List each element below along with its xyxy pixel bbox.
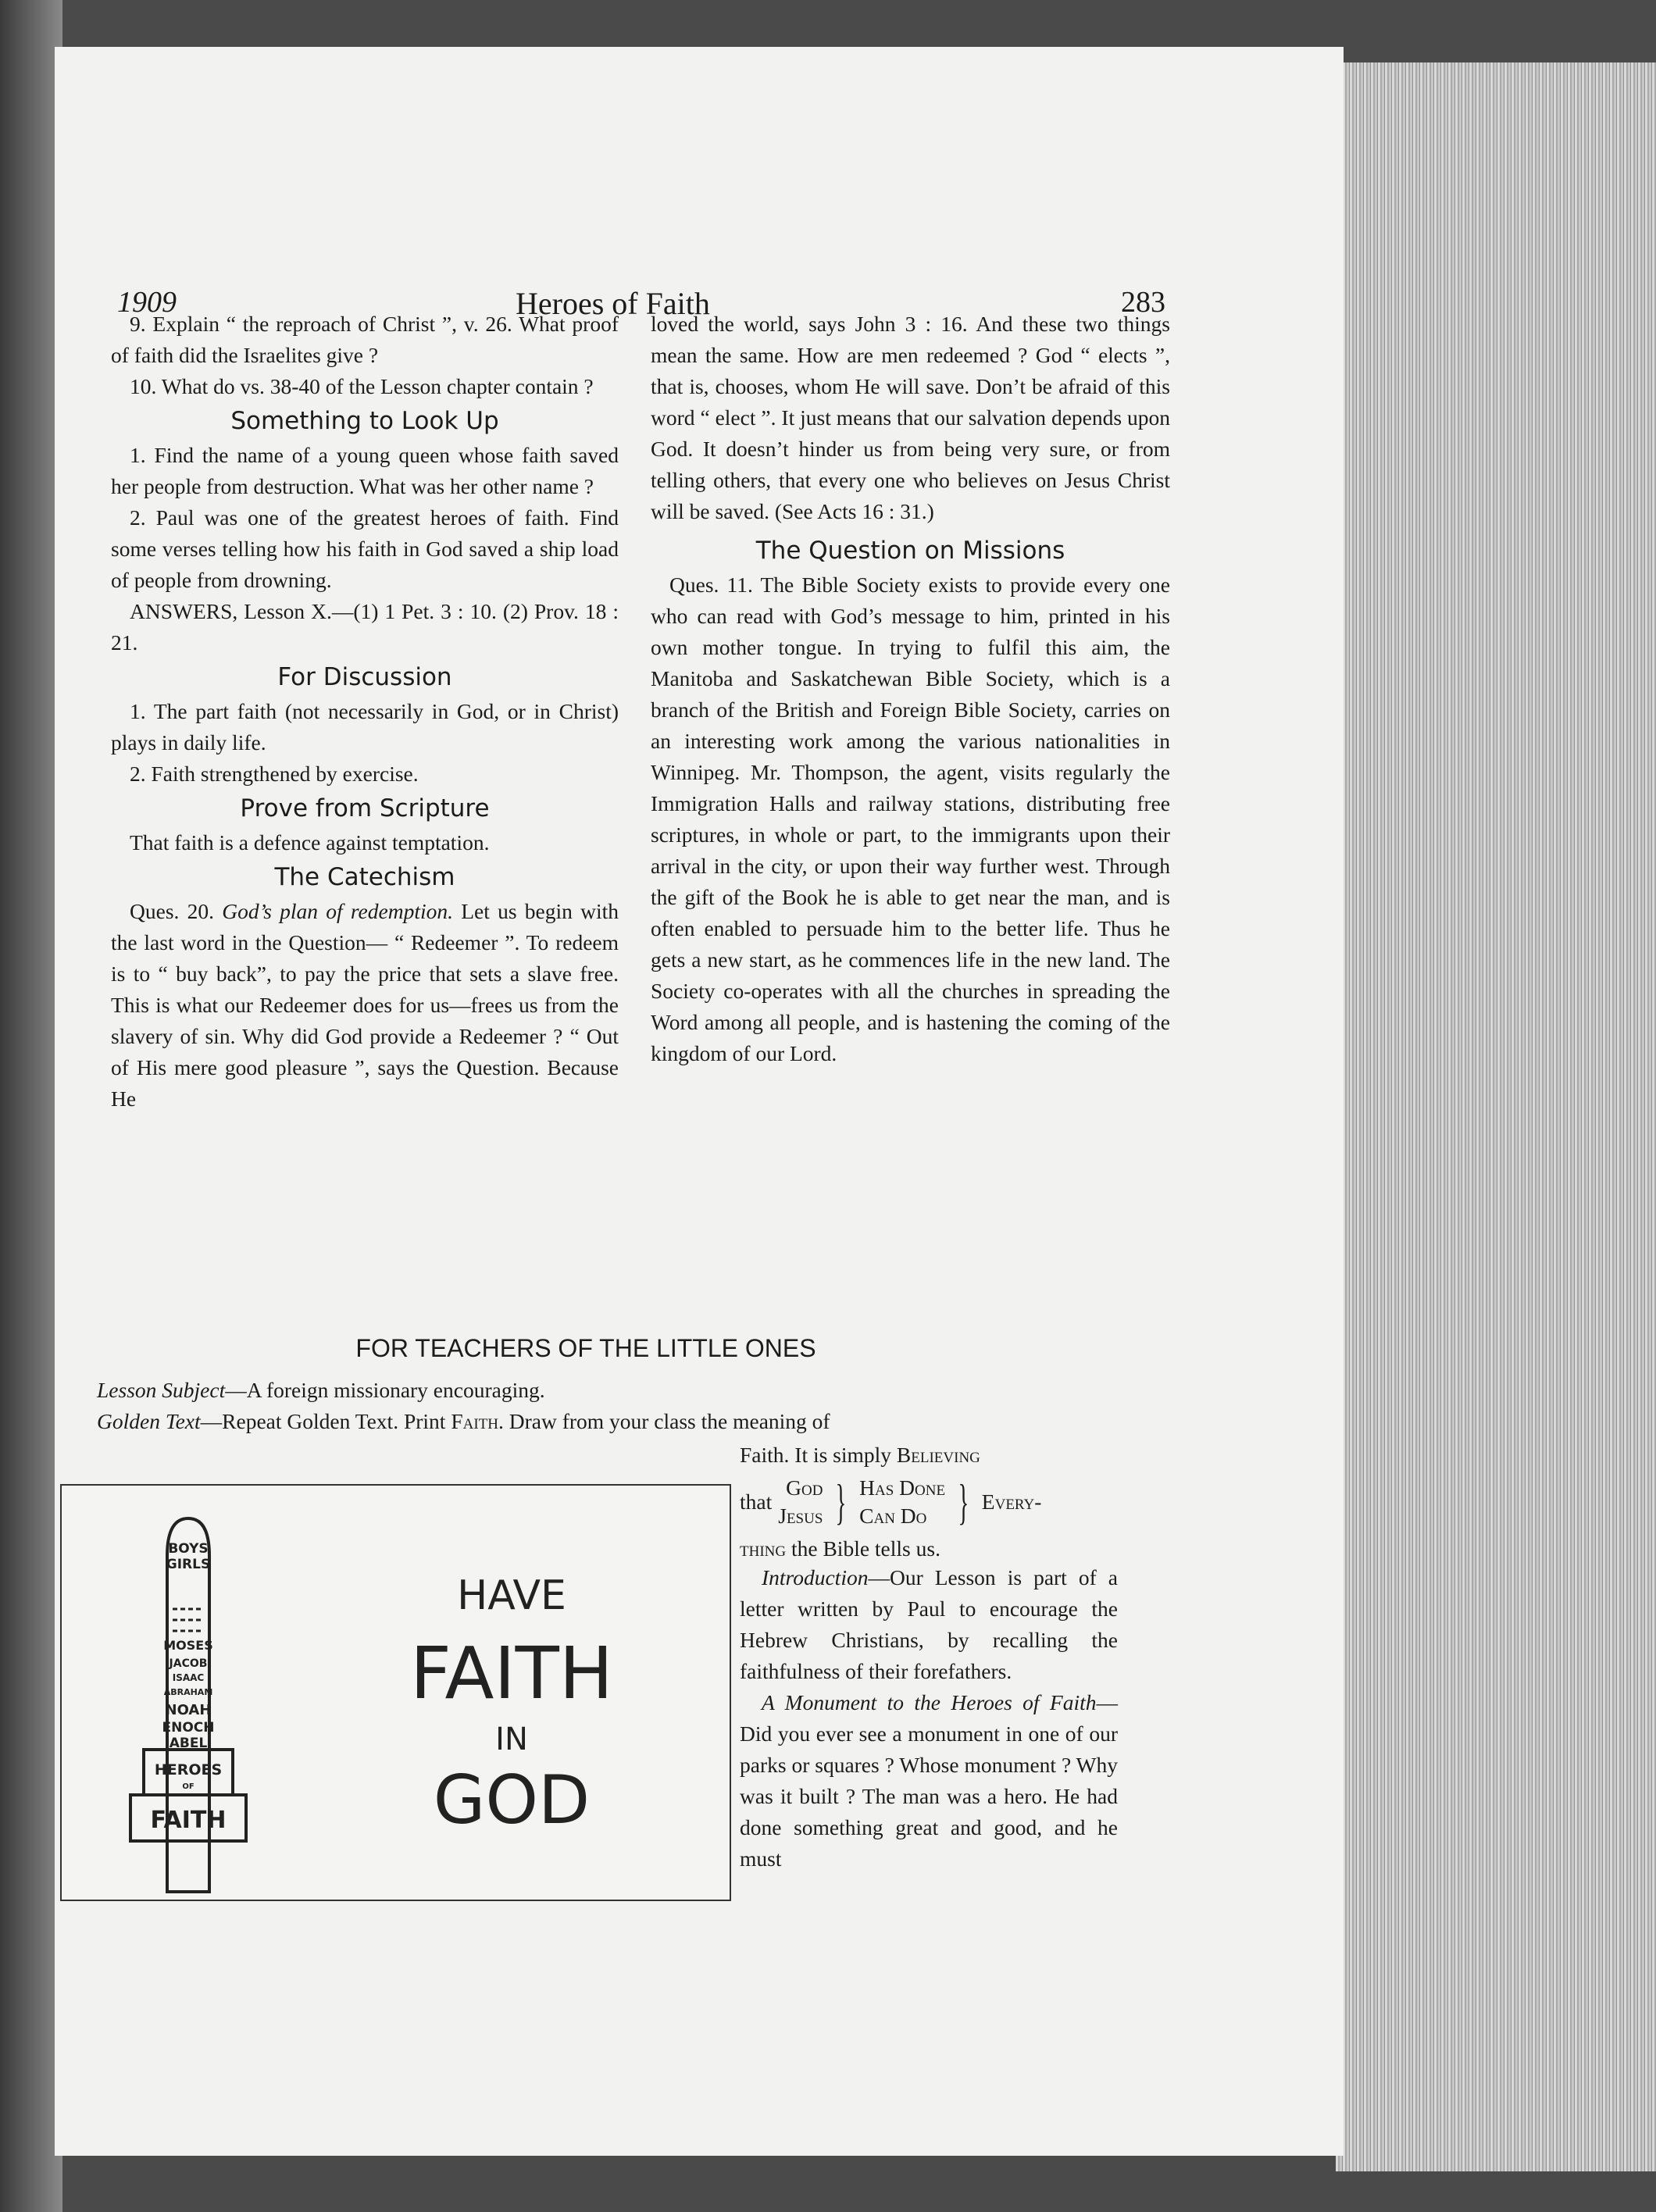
- right-column: [651, 309, 1170, 1069]
- golden-text-label: Golden Text: [97, 1409, 201, 1433]
- thing-word: thing: [740, 1536, 787, 1561]
- golden-text-a: —Repeat Golden Text. Print: [200, 1409, 446, 1433]
- running-head-title: Heroes of Faith: [516, 286, 710, 321]
- monument-text: —Did you ever see a monument in one of our parks or squares ? Whose monument ? Why was it built ? The man was a hero. He had done something great and good, and he must: [740, 1690, 1118, 1871]
- book-page-edges: [1336, 62, 1656, 2171]
- catechism-title: God’s plan of redemption.: [222, 899, 453, 923]
- base-of: OF: [182, 1782, 195, 1791]
- answers-text: ANSWERS, Lesson X.—(1) 1 Pet. 3 : 10. (2) Prov. 18 : 21.: [111, 599, 619, 655]
- bible-tells: the Bible tells us.: [791, 1536, 940, 1561]
- missions-heading: The Question on Missions: [755, 537, 1065, 565]
- catechism-continuation: loved the world, says John 3 : 16. And these two things mean the same. How are men redeemed ? God “ elects ”, that is, chooses, whom He will save. Don’t be afraid of this word “ elect ”. It just means that our salvation depends upon God. It doesn’t hinder us from being very sure, or from telling others, that every one who believes on Jesus Christ will be saved. (See Acts 16 : 31.): [651, 312, 1170, 523]
- catechism-body: Let us begin with the last word in the Question— “ Redeemer ”. To redeem is to “ buy back”, to pay the price that sets a slave free. This is what our Redeemer does for us—frees us from the slavery of sin. Why did God provide a Redeemer ? “ Out of His mere good pleasure ”, says the Question. Because He: [111, 899, 619, 1111]
- golden-text-b: Draw from your class the meaning of: [509, 1409, 830, 1433]
- prove-heading: Prove from Scripture: [240, 794, 490, 822]
- catechism-heading: The Catechism: [274, 863, 455, 891]
- question-9: 9. Explain “ the reproach of Christ ”, v. 26. What proof of faith did the Israelites give ?: [111, 312, 619, 367]
- binding-edge: [0, 0, 62, 2212]
- introduction-column: [740, 1562, 1118, 1875]
- look-up-item-2: 2. Paul was one of the greatest heroes of faith. Find some verses telling how his faith in God saved a ship load of people from drowning.: [111, 505, 619, 592]
- believing-text: Faith. It is simply: [740, 1443, 892, 1467]
- obelisk-name-4: ISAAC: [172, 1672, 205, 1683]
- discussion-item-1: 1. The part faith (not necessarily in God, or in Christ) plays in daily life.: [111, 699, 619, 755]
- lesson-subject: [97, 1375, 545, 1406]
- slogan-in: IN: [495, 1721, 528, 1757]
- obelisk-name-6: NOAH: [165, 1702, 212, 1718]
- god-word: God: [786, 1475, 823, 1500]
- obelisk-name-0: BOYS: [168, 1541, 209, 1557]
- golden-faith: Faith.: [451, 1409, 504, 1433]
- bible-tells-line: [740, 1533, 940, 1564]
- slogan-god: GOD: [433, 1761, 591, 1839]
- monument-paragraph: [740, 1687, 1118, 1875]
- question-10: 10. What do vs. 38-40 of the Lesson chapter contain ?: [130, 374, 594, 398]
- brace-diagram: [740, 1471, 1118, 1533]
- running-head-year: 1909: [117, 286, 177, 319]
- that-word: that: [740, 1490, 773, 1514]
- lesson-subject-label: Lesson Subject: [97, 1378, 226, 1402]
- left-column: [111, 309, 619, 1115]
- obelisk-name-1: GIRLS: [166, 1557, 211, 1572]
- page-number: 283: [1121, 286, 1165, 319]
- base-faith: FAITH: [150, 1807, 227, 1834]
- discussion-item-2: 2. Faith strengthened by exercise.: [130, 762, 419, 786]
- catechism-lead: Ques. 20.: [130, 899, 214, 923]
- brace-right: }: [958, 1474, 969, 1529]
- lesson-subject-text: —A foreign missionary encouraging.: [225, 1378, 545, 1402]
- look-up-item-1: 1. Find the name of a young queen whose faith saved her people from destruction. What was her other name ?: [111, 443, 619, 498]
- has-done: Has Done: [859, 1475, 946, 1500]
- obelisk-name-3: JACOB: [169, 1657, 208, 1670]
- discussion-heading: For Discussion: [277, 663, 452, 691]
- believing-line: [740, 1440, 1118, 1471]
- base-heroes: HEROES: [154, 1761, 223, 1779]
- slogan-faith: FAITH: [410, 1632, 613, 1715]
- every-word: Every-: [981, 1490, 1042, 1514]
- faith-illustration: [60, 1484, 731, 1901]
- jesus-word: Jesus: [778, 1504, 823, 1528]
- slogan-have: HAVE: [457, 1572, 566, 1619]
- obelisk-name-7: ENOCH: [162, 1720, 215, 1736]
- prove-text: That faith is a defence against temptation.: [130, 830, 490, 854]
- obelisk-name-5: ABRAHAM: [163, 1687, 213, 1697]
- look-up-heading: Something to Look Up: [230, 407, 499, 435]
- brace-left: }: [835, 1474, 847, 1529]
- introduction-paragraph: [740, 1562, 1118, 1687]
- introduction-label: Introduction: [762, 1565, 869, 1589]
- missions-text: Ques. 11. The Bible Society exists to provide every one who can read with God’s message to him, printed in his own mother tongue. In trying to fulfil this aim, the Manitoba and Saskatchewan Bible Society, which is a branch of the British and Foreign Bible Society, carries on an interesting work among the various nationalities in Winnipeg. Mr. Thompson, the agent, visits regularly the Immigration Halls and railway stations, distributing free scriptures, in whole or part, to the immigrants upon their arrival in the city, or upon their way further west. Through the gift of the Book he is able to get near the man, and is often enabled to persuade him to the better life. Thus he gets a new start, as he commences life in the new land. The Society co-operates with all the churches in spreading the Word among all people, and is hastening the coming of the kingdom of our Lord.: [651, 573, 1170, 1065]
- believing-word: Believing: [896, 1443, 980, 1467]
- introduction-text: —Our Lesson is part of a letter written by Paul to encourage the Hebrew Christians, by recalling the faithfulness of their forefathers.: [740, 1565, 1118, 1683]
- monument-drawing: [62, 1486, 730, 1900]
- can-do: Can Do: [859, 1504, 927, 1528]
- catechism-text: [111, 896, 619, 1115]
- obelisk-name-8: ABEL: [169, 1736, 208, 1751]
- golden-text-line: [97, 1406, 830, 1437]
- believing-block: [740, 1440, 1118, 1533]
- obelisk-name-2: MOSES: [163, 1638, 213, 1653]
- teachers-heading: FOR TEACHERS OF THE LITTLE ONES: [355, 1334, 816, 1362]
- monument-label: A Monument to the Heroes of Faith: [762, 1690, 1097, 1714]
